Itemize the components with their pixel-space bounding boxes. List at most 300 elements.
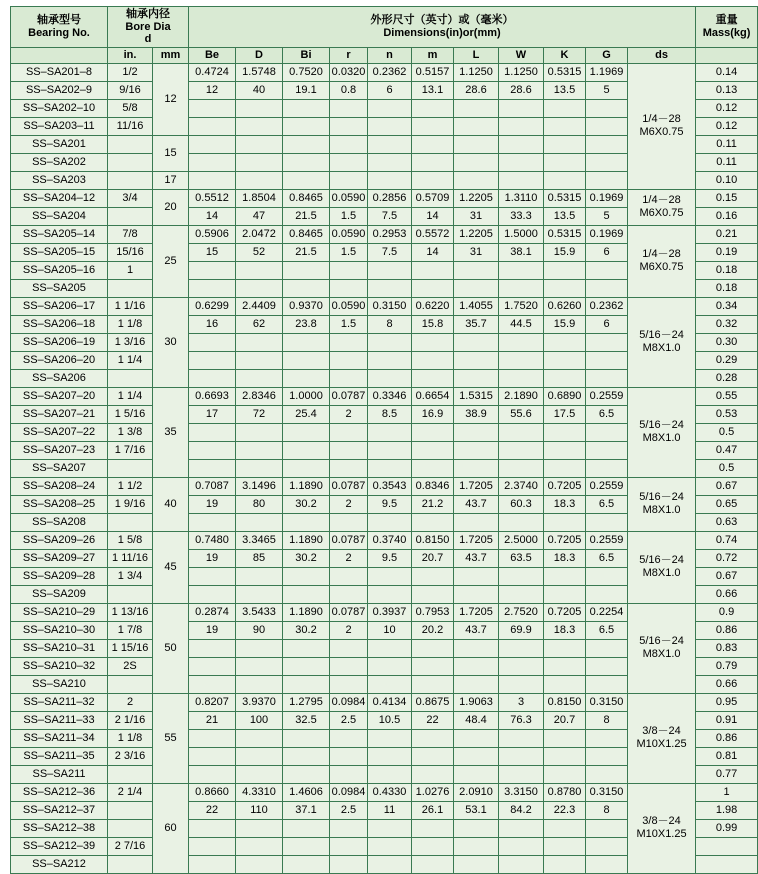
cell-dim-Be: 0.7480 [189, 531, 236, 549]
cell-dim-Bi [283, 675, 330, 693]
cell-dim-Be [189, 765, 236, 783]
cell-dim-r [330, 819, 368, 837]
cell-dim-W [499, 459, 544, 477]
cell-dim-Be [189, 99, 236, 117]
cell-mass: 0.15 [696, 189, 758, 207]
cell-bore-in: 2S [108, 657, 153, 675]
cell-dim-Be: 0.7087 [189, 477, 236, 495]
cell-dim-G: 8 [586, 801, 628, 819]
cell-bearing-no: SS–SA212–39 [11, 837, 108, 855]
cell-dim-D: 2.4409 [236, 297, 283, 315]
cell-dim-r: 2 [330, 621, 368, 639]
cell-dim-W [499, 369, 544, 387]
cell-dim-Be [189, 513, 236, 531]
cell-dim-D [236, 567, 283, 585]
cell-dim-r [330, 423, 368, 441]
cell-dim-n: 8 [368, 315, 412, 333]
cell-dim-K [544, 279, 586, 297]
cell-dim-r: 1.5 [330, 207, 368, 225]
cell-dim-G [586, 261, 628, 279]
cell-dim-D: 110 [236, 801, 283, 819]
header-mass-cn: 重量 [715, 14, 738, 27]
cell-dim-K: 0.5315 [544, 189, 586, 207]
header-sub-k: K [544, 47, 586, 63]
cell-dim-W [499, 513, 544, 531]
cell-dim-D [236, 153, 283, 171]
cell-dim-Bi: 37.1 [283, 801, 330, 819]
cell-dim-W [499, 171, 544, 189]
cell-dim-r: 0.0787 [330, 603, 368, 621]
cell-dim-r: 2.5 [330, 801, 368, 819]
cell-dim-n: 7.5 [368, 207, 412, 225]
cell-dim-W: 55.6 [499, 405, 544, 423]
cell-bore-in [108, 135, 153, 153]
cell-dim-G [586, 99, 628, 117]
cell-bearing-no: SS–SA201–8 [11, 63, 108, 81]
header-sub-in: in. [108, 47, 153, 63]
cell-mass: 0.12 [696, 99, 758, 117]
cell-dim-L [454, 585, 499, 603]
cell-ds-metric: M6X0.75 [639, 261, 684, 274]
header-bore-en: Bore Dia [125, 20, 171, 33]
cell-mass: 0.5 [696, 423, 758, 441]
cell-dim-Bi: 1.1890 [283, 477, 330, 495]
cell-dim-n [368, 675, 412, 693]
cell-bearing-no: SS–SA209–27 [11, 549, 108, 567]
cell-dim-K: 0.7205 [544, 531, 586, 549]
cell-dim-L [454, 153, 499, 171]
cell-dim-r [330, 441, 368, 459]
cell-dim-W [499, 153, 544, 171]
cell-dim-n: 8.5 [368, 405, 412, 423]
cell-dim-Bi: 0.9370 [283, 297, 330, 315]
cell-dim-W [499, 855, 544, 873]
cell-bearing-no: SS–SA206–17 [11, 297, 108, 315]
cell-dim-r: 0.0590 [330, 225, 368, 243]
cell-dim-K [544, 351, 586, 369]
cell-dim-r: 2 [330, 405, 368, 423]
bearing-specification-table [10, 6, 758, 874]
cell-dim-G [586, 639, 628, 657]
cell-mass: 0.77 [696, 765, 758, 783]
cell-dim-Bi [283, 261, 330, 279]
cell-dim-G [586, 351, 628, 369]
table-row [11, 297, 758, 315]
cell-dim-Bi [283, 729, 330, 747]
cell-bearing-no: SS–SA205–15 [11, 243, 108, 261]
cell-bore-in: 1 11/16 [108, 549, 153, 567]
cell-mass: 0.34 [696, 297, 758, 315]
header-sub-bi: Bi [283, 47, 330, 63]
cell-dim-Be [189, 369, 236, 387]
cell-dim-K [544, 567, 586, 585]
cell-mass: 1 [696, 783, 758, 801]
cell-dim-Bi [283, 99, 330, 117]
cell-dim-L [454, 351, 499, 369]
cell-dim-G [586, 333, 628, 351]
cell-dim-L: 1.9063 [454, 693, 499, 711]
cell-dim-m: 21.2 [412, 495, 454, 513]
cell-dim-D [236, 585, 283, 603]
cell-dim-m [412, 567, 454, 585]
cell-mass: 0.79 [696, 657, 758, 675]
cell-ds-inch: 1/4－28 [642, 194, 681, 207]
cell-dim-r [330, 657, 368, 675]
cell-dim-r [330, 513, 368, 531]
cell-dim-L [454, 441, 499, 459]
cell-dim-K [544, 639, 586, 657]
cell-dim-n: 0.2856 [368, 189, 412, 207]
cell-bearing-no: SS–SA203 [11, 171, 108, 189]
cell-mass: 0.5 [696, 459, 758, 477]
cell-dim-W [499, 765, 544, 783]
cell-dim-n [368, 261, 412, 279]
cell-mass: 0.55 [696, 387, 758, 405]
cell-dim-m [412, 279, 454, 297]
cell-bearing-no: SS–SA210–29 [11, 603, 108, 621]
cell-dim-Bi: 0.7520 [283, 63, 330, 81]
cell-bore-in: 2 7/16 [108, 837, 153, 855]
cell-dim-n: 0.3740 [368, 531, 412, 549]
cell-dim-n [368, 117, 412, 135]
cell-dim-L [454, 423, 499, 441]
cell-bore-in: 1 5/16 [108, 405, 153, 423]
cell-bore-in: 1 3/16 [108, 333, 153, 351]
cell-dim-Bi: 21.5 [283, 207, 330, 225]
cell-bore-in: 2 1/16 [108, 711, 153, 729]
cell-bearing-no: SS–SA212 [11, 855, 108, 873]
cell-bearing-no: SS–SA212–37 [11, 801, 108, 819]
cell-dim-L [454, 459, 499, 477]
cell-dim-L [454, 99, 499, 117]
header-row-subcolumns [11, 47, 758, 63]
cell-dim-r: 0.0984 [330, 693, 368, 711]
cell-dim-L [454, 171, 499, 189]
cell-dim-D [236, 279, 283, 297]
cell-dim-D [236, 747, 283, 765]
cell-dim-n: 0.2362 [368, 63, 412, 81]
cell-dim-m [412, 513, 454, 531]
header-bore-dia [108, 7, 189, 48]
bearing-table-sheet [10, 6, 751, 874]
cell-dim-L: 1.5315 [454, 387, 499, 405]
cell-mass: 0.14 [696, 63, 758, 81]
header-sub-w: W [499, 47, 544, 63]
cell-bearing-no: SS–SA208 [11, 513, 108, 531]
cell-dim-r: 0.0984 [330, 783, 368, 801]
cell-dim-n [368, 171, 412, 189]
table-row [11, 63, 758, 81]
cell-dim-Bi [283, 513, 330, 531]
cell-bearing-no: SS–SA203–11 [11, 117, 108, 135]
cell-dim-W: 3.3150 [499, 783, 544, 801]
cell-mass: 1.98 [696, 801, 758, 819]
cell-dim-L [454, 639, 499, 657]
cell-dim-Be [189, 567, 236, 585]
cell-dim-r [330, 639, 368, 657]
cell-dim-n: 10 [368, 621, 412, 639]
cell-dim-D [236, 657, 283, 675]
cell-dim-G [586, 729, 628, 747]
cell-dim-Be: 16 [189, 315, 236, 333]
cell-dim-Be [189, 639, 236, 657]
cell-dim-r [330, 765, 368, 783]
header-dimensions-en: Dimensions(in)or(mm) [383, 26, 501, 39]
cell-dim-G: 0.3150 [586, 693, 628, 711]
cell-dim-D [236, 819, 283, 837]
cell-dim-L: 48.4 [454, 711, 499, 729]
cell-dim-Bi: 25.4 [283, 405, 330, 423]
cell-bore-in [108, 207, 153, 225]
cell-dim-K [544, 657, 586, 675]
cell-dim-Be: 0.6299 [189, 297, 236, 315]
cell-bore-in [108, 819, 153, 837]
cell-dim-L: 38.9 [454, 405, 499, 423]
cell-dim-n: 0.3346 [368, 387, 412, 405]
cell-dim-Be: 0.6693 [189, 387, 236, 405]
cell-dim-D [236, 351, 283, 369]
cell-bearing-no: SS–SA207 [11, 459, 108, 477]
cell-dim-W [499, 135, 544, 153]
cell-dim-n [368, 639, 412, 657]
cell-dim-Be [189, 657, 236, 675]
header-sub-g: G [586, 47, 628, 63]
cell-dim-n [368, 513, 412, 531]
cell-dim-K: 0.6260 [544, 297, 586, 315]
cell-dim-Bi [283, 135, 330, 153]
cell-dim-K [544, 171, 586, 189]
header-sub-n: n [368, 47, 412, 63]
cell-dim-K: 22.3 [544, 801, 586, 819]
cell-bore-in: 3/4 [108, 189, 153, 207]
cell-dim-G [586, 675, 628, 693]
cell-dim-n [368, 855, 412, 873]
cell-dim-r: 0.0787 [330, 477, 368, 495]
cell-dim-G [586, 135, 628, 153]
cell-dim-K: 0.8780 [544, 783, 586, 801]
cell-dim-n: 9.5 [368, 549, 412, 567]
cell-dim-m: 0.5157 [412, 63, 454, 81]
cell-dim-W: 3 [499, 693, 544, 711]
cell-dim-K: 0.5315 [544, 63, 586, 81]
cell-dim-m [412, 171, 454, 189]
cell-dim-r [330, 567, 368, 585]
cell-dim-D [236, 99, 283, 117]
table-row [11, 603, 758, 621]
cell-ds [628, 477, 696, 531]
cell-dim-m: 0.5709 [412, 189, 454, 207]
cell-mass: 0.63 [696, 513, 758, 531]
cell-dim-W [499, 675, 544, 693]
cell-dim-r: 0.0590 [330, 189, 368, 207]
cell-bearing-no: SS–SA205–16 [11, 261, 108, 279]
cell-bearing-no: SS–SA208–25 [11, 495, 108, 513]
cell-bore-in: 1 [108, 261, 153, 279]
cell-dim-G [586, 747, 628, 765]
header-dimensions [189, 7, 696, 48]
cell-dim-Bi [283, 855, 330, 873]
cell-dim-W: 1.1250 [499, 63, 544, 81]
cell-dim-Be [189, 837, 236, 855]
cell-bore-mm: 12 [153, 63, 189, 135]
header-bearing-no-en: Bearing No. [28, 26, 90, 39]
cell-dim-L: 1.2205 [454, 225, 499, 243]
cell-dim-r: 2 [330, 549, 368, 567]
cell-dim-Bi [283, 819, 330, 837]
cell-mass: 0.65 [696, 495, 758, 513]
cell-bore-in [108, 765, 153, 783]
cell-dim-K: 13.5 [544, 81, 586, 99]
cell-dim-m [412, 99, 454, 117]
cell-dim-r [330, 729, 368, 747]
cell-mass: 0.66 [696, 585, 758, 603]
cell-dim-r [330, 261, 368, 279]
cell-bore-in: 1 7/8 [108, 621, 153, 639]
cell-dim-Bi [283, 153, 330, 171]
cell-mass: 0.21 [696, 225, 758, 243]
cell-bearing-no: SS–SA209–28 [11, 567, 108, 585]
cell-dim-n: 0.3150 [368, 297, 412, 315]
cell-dim-G [586, 819, 628, 837]
cell-dim-L [454, 729, 499, 747]
cell-mass: 0.66 [696, 675, 758, 693]
cell-mass: 0.74 [696, 531, 758, 549]
cell-dim-Bi [283, 117, 330, 135]
cell-dim-n [368, 423, 412, 441]
cell-mass: 0.81 [696, 747, 758, 765]
table-row [11, 783, 758, 801]
cell-ds-inch: 3/8－24 [642, 815, 681, 828]
cell-dim-W [499, 837, 544, 855]
cell-bore-in [108, 585, 153, 603]
cell-dim-r: 1.5 [330, 243, 368, 261]
cell-dim-Be: 0.2874 [189, 603, 236, 621]
cell-dim-L: 31 [454, 207, 499, 225]
cell-bearing-no: SS–SA207–22 [11, 423, 108, 441]
cell-dim-W [499, 657, 544, 675]
cell-dim-Bi: 1.0000 [283, 387, 330, 405]
cell-mass: 0.18 [696, 279, 758, 297]
cell-dim-G [586, 423, 628, 441]
cell-dim-r [330, 99, 368, 117]
cell-ds-inch: 5/16－24 [639, 419, 684, 432]
cell-dim-K: 13.5 [544, 207, 586, 225]
cell-bore-mm: 20 [153, 189, 189, 225]
cell-dim-Be: 19 [189, 495, 236, 513]
cell-dim-n [368, 747, 412, 765]
header-mass-en: Mass(kg) [702, 26, 751, 39]
cell-bore-mm: 60 [153, 783, 189, 873]
cell-mass: 0.18 [696, 261, 758, 279]
cell-bore-in: 1 7/16 [108, 441, 153, 459]
cell-dim-m: 0.6220 [412, 297, 454, 315]
cell-dim-K [544, 819, 586, 837]
cell-dim-W: 69.9 [499, 621, 544, 639]
cell-mass: 0.19 [696, 243, 758, 261]
cell-dim-m [412, 639, 454, 657]
cell-bore-in: 1 15/16 [108, 639, 153, 657]
cell-bearing-no: SS–SA206–19 [11, 333, 108, 351]
cell-mass: 0.72 [696, 549, 758, 567]
cell-dim-K [544, 261, 586, 279]
cell-dim-Bi: 30.2 [283, 495, 330, 513]
cell-bearing-no: SS–SA206–20 [11, 351, 108, 369]
cell-dim-W: 38.1 [499, 243, 544, 261]
cell-dim-D: 2.8346 [236, 387, 283, 405]
cell-dim-G [586, 585, 628, 603]
cell-ds-metric: M8X1.0 [642, 432, 681, 445]
cell-dim-W: 2.5000 [499, 531, 544, 549]
cell-dim-D: 80 [236, 495, 283, 513]
cell-bearing-no: SS–SA206–18 [11, 315, 108, 333]
cell-dim-r: 0.0320 [330, 63, 368, 81]
cell-dim-D: 100 [236, 711, 283, 729]
cell-dim-D [236, 333, 283, 351]
cell-bore-in: 1 1/2 [108, 477, 153, 495]
cell-dim-m: 20.7 [412, 549, 454, 567]
cell-bearing-no: SS–SA211–34 [11, 729, 108, 747]
cell-ds-metric: M8X1.0 [642, 504, 681, 517]
cell-dim-r [330, 675, 368, 693]
cell-dim-D: 85 [236, 549, 283, 567]
cell-dim-G: 6 [586, 315, 628, 333]
cell-bore-in [108, 279, 153, 297]
cell-dim-G [586, 855, 628, 873]
cell-dim-r [330, 333, 368, 351]
cell-dim-K: 0.5315 [544, 225, 586, 243]
cell-dim-Be: 0.8660 [189, 783, 236, 801]
cell-dim-W: 63.5 [499, 549, 544, 567]
cell-dim-n [368, 729, 412, 747]
cell-dim-m: 0.8150 [412, 531, 454, 549]
cell-ds [628, 189, 696, 225]
cell-dim-Bi [283, 585, 330, 603]
cell-ds-inch: 5/16－24 [639, 554, 684, 567]
cell-dim-Be: 15 [189, 243, 236, 261]
cell-dim-r [330, 747, 368, 765]
cell-bore-in: 11/16 [108, 117, 153, 135]
header-sub-mm: mm [153, 47, 189, 63]
cell-dim-L: 1.7205 [454, 603, 499, 621]
cell-dim-m [412, 585, 454, 603]
cell-dim-Be: 0.4724 [189, 63, 236, 81]
header-dimensions-cn: 外形尺寸（英寸）或（毫米） [370, 14, 514, 27]
cell-dim-Bi [283, 837, 330, 855]
cell-dim-D: 72 [236, 405, 283, 423]
cell-bore-in [108, 675, 153, 693]
cell-dim-m [412, 117, 454, 135]
cell-dim-G: 0.2254 [586, 603, 628, 621]
cell-dim-G [586, 153, 628, 171]
cell-bore-in: 9/16 [108, 81, 153, 99]
cell-mass: 0.47 [696, 441, 758, 459]
cell-dim-G: 8 [586, 711, 628, 729]
cell-bore-in: 1 5/8 [108, 531, 153, 549]
cell-ds-inch: 3/8－24 [642, 725, 681, 738]
cell-ds-inch: 1/4－28 [642, 248, 681, 261]
cell-dim-K [544, 765, 586, 783]
cell-dim-D: 1.5748 [236, 63, 283, 81]
cell-dim-Bi [283, 639, 330, 657]
table-body [11, 63, 758, 873]
cell-dim-L [454, 513, 499, 531]
cell-dim-L: 43.7 [454, 549, 499, 567]
cell-ds-metric: M8X1.0 [642, 342, 681, 355]
cell-bearing-no: SS–SA202 [11, 153, 108, 171]
cell-ds-metric: M8X1.0 [642, 567, 681, 580]
cell-dim-D: 3.5433 [236, 603, 283, 621]
cell-dim-Bi: 30.2 [283, 549, 330, 567]
